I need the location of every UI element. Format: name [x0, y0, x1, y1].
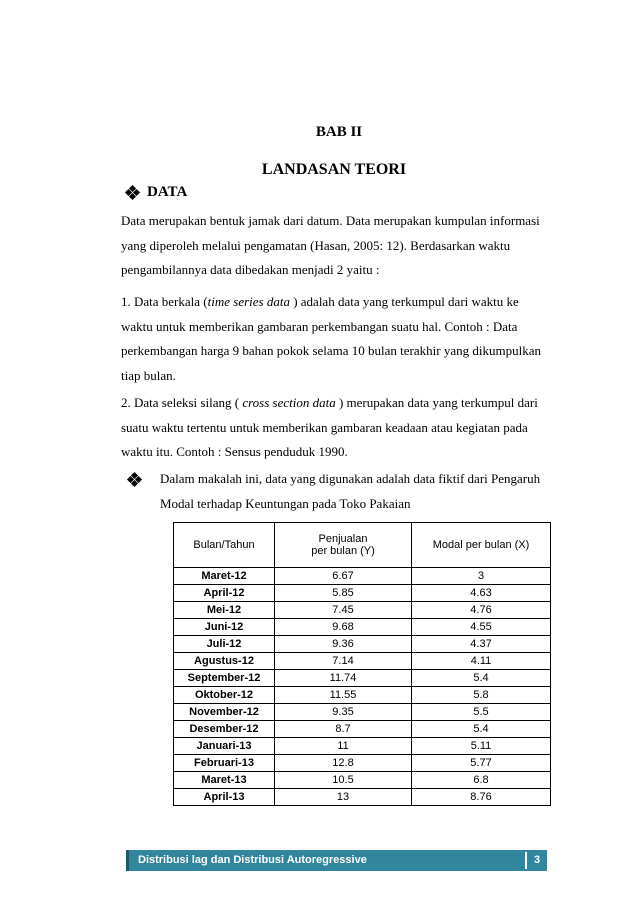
capital-cell: 5.11 [412, 738, 551, 755]
chapter-title: LANDASAN TEORI [261, 161, 407, 178]
sales-cell: 9.35 [275, 704, 412, 721]
month-cell: Juli-12 [174, 636, 275, 653]
sales-capital-table [173, 522, 551, 806]
sales-cell: 6.67 [275, 568, 412, 585]
capital-cell: 4.76 [412, 602, 551, 619]
sales-cell: 9.68 [275, 619, 412, 636]
table-header-row [174, 523, 551, 568]
time-series-paragraph [121, 290, 546, 388]
month-cell: Desember-12 [174, 721, 275, 738]
capital-cell: 5.77 [412, 755, 551, 772]
month-cell: Februari-13 [174, 755, 275, 772]
sales-cell: 5.85 [275, 585, 412, 602]
capital-cell: 4.55 [412, 619, 551, 636]
page-number: 3 [534, 854, 541, 866]
column-header-sales-line: Penjualan [318, 533, 368, 545]
item-suffix: ) merupakan data yang terkumpul dari [335, 395, 538, 410]
table-row [174, 568, 551, 585]
column-header-sales-line: per bulan (Y) [311, 545, 375, 557]
month-cell: April-12 [174, 585, 275, 602]
page-footer [126, 850, 547, 871]
item-suffix: ) adalah data yang terkumpul dari waktu ke [289, 294, 519, 309]
table-row [174, 653, 551, 670]
cross-section-term: cross section data [242, 395, 336, 410]
month-cell: November-12 [174, 704, 275, 721]
table-row [174, 721, 551, 738]
month-cell: Juni-12 [174, 619, 275, 636]
sales-cell: 13 [275, 789, 412, 806]
table-row [174, 738, 551, 755]
table-row [174, 670, 551, 687]
month-cell: Agustus-12 [174, 653, 275, 670]
sales-cell: 7.14 [275, 653, 412, 670]
data-source-note-first-line [128, 467, 548, 492]
capital-cell: 5.5 [412, 704, 551, 721]
column-header-sales [275, 523, 412, 568]
month-cell: Oktober-12 [174, 687, 275, 704]
table-row [174, 772, 551, 789]
intro-line: yang diperoleh melalui pengamatan (Hasan, 2005: 12). Berdasarkan waktu [121, 237, 511, 253]
intro-paragraph [121, 209, 546, 283]
time-series-term: time series data [207, 294, 290, 309]
month-cell: April-13 [174, 789, 275, 806]
sales-cell: 12.8 [275, 755, 412, 772]
sales-cell: 7.45 [275, 602, 412, 619]
data-source-note-text: Dalam makalah ini, data yang digunakan adalah data fiktif dari Pengaruh [160, 471, 541, 486]
table-row [174, 619, 551, 636]
time-series-line: waktu untuk memberikan gambaran perkembangan suatu hal. Contoh : Data [121, 318, 518, 334]
table-row [174, 755, 551, 772]
sales-cell: 11.55 [275, 687, 412, 704]
month-cell: Mei-12 [174, 602, 275, 619]
footer-divider [525, 852, 527, 869]
time-series-line: tiap bulan. [121, 367, 176, 383]
table-row [174, 636, 551, 653]
footer-edge [126, 850, 129, 871]
sales-cell: 11.74 [275, 670, 412, 687]
month-cell: Maret-13 [174, 772, 275, 789]
sales-cell: 10.5 [275, 772, 412, 789]
item-prefix: 1. Data berkala ( [121, 294, 208, 309]
data-source-note [128, 467, 548, 516]
month-cell: Januari-13 [174, 738, 275, 755]
capital-cell: 3 [412, 568, 551, 585]
item-prefix: 2. Data seleksi silang ( [121, 395, 243, 410]
capital-cell: 5.8 [412, 687, 551, 704]
chapter-number: BAB II [315, 124, 363, 140]
section-heading-text: DATA [147, 184, 188, 200]
sales-cell: 9.36 [275, 636, 412, 653]
capital-cell: 6.8 [412, 772, 551, 789]
table-row [174, 602, 551, 619]
table-row [174, 704, 551, 721]
capital-cell: 4.37 [412, 636, 551, 653]
capital-cell: 5.4 [412, 721, 551, 738]
capital-cell: 4.63 [412, 585, 551, 602]
footer-title: Distribusi lag dan Distribusi Autoregressive [138, 854, 367, 866]
sales-cell: 11 [275, 738, 412, 755]
time-series-line: perkembangan harga 9 bahan pokok selama 10 bulan terakhir yang dikumpulkan [121, 343, 541, 358]
sales-cell: 8.7 [275, 721, 412, 738]
month-cell: September-12 [174, 670, 275, 687]
table-row [174, 687, 551, 704]
cross-section-line: waktu itu. Contoh : Sensus penduduk 1990. [121, 444, 348, 459]
cross-section-line: suatu waktu tertentu untuk memberikan gambaran keadaan atau kegiatan pada [121, 419, 528, 435]
intro-line: pengambilannya data dibedakan menjadi 2 yaitu : [121, 262, 380, 277]
capital-cell: 4.11 [412, 653, 551, 670]
table-row [174, 585, 551, 602]
diamond-bullet-icon [128, 473, 141, 486]
cross-section-first-line [121, 391, 546, 416]
capital-cell: 8.76 [412, 789, 551, 806]
capital-cell: 5.4 [412, 670, 551, 687]
diamond-bullet-icon [126, 186, 139, 199]
time-series-first-line [121, 290, 546, 315]
section-heading [126, 184, 187, 201]
cross-section-paragraph [121, 391, 546, 465]
month-cell: Maret-12 [174, 568, 275, 585]
table-row [174, 789, 551, 806]
intro-line: Data merupakan bentuk jamak dari datum. Data merupakan kumpulan informasi [121, 213, 540, 228]
data-source-note-line: Modal terhadap Keuntungan pada Toko Pakaian [160, 495, 411, 511]
column-header-capital: Modal per bulan (X) [412, 523, 551, 568]
column-header-month: Bulan/Tahun [174, 523, 275, 568]
